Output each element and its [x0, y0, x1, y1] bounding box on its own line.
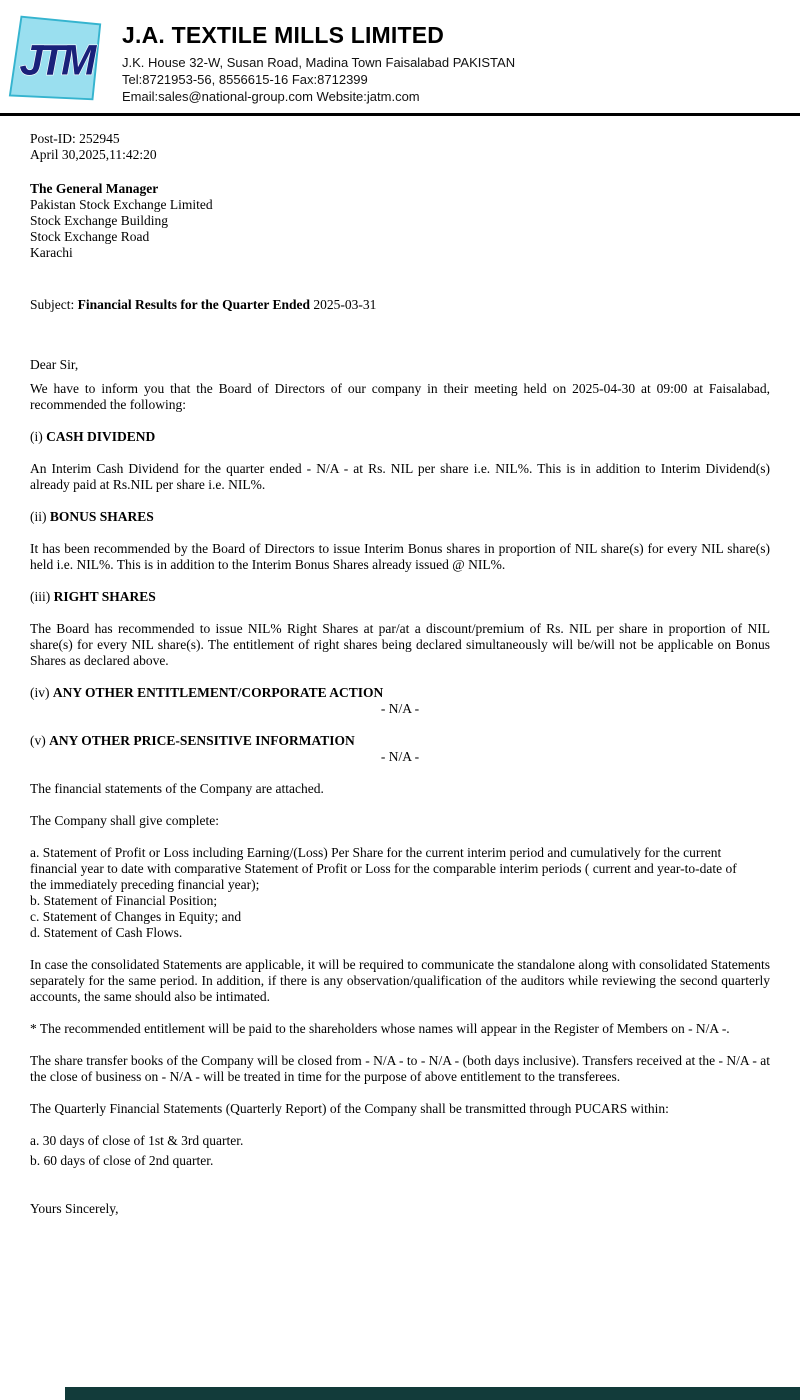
- section-number: (i): [30, 429, 43, 444]
- recipient-line: Stock Exchange Road: [30, 229, 150, 244]
- statements-list-item-a: a. Statement of Profit or Loss including Earning/(Loss) Per Share for the current interim period and cumulatively for the current financial year to date with comparative Statement of Profit or Loss for the comparable interim periods ( current and year-to-date of the immediately preceding financial year);: [30, 845, 769, 892]
- company-address: J.K. House 32-W, Susan Road, Madina Town Faisalabad PAKISTAN: [122, 55, 516, 70]
- footer-bar: [65, 1387, 800, 1400]
- section-number: (ii): [30, 509, 47, 524]
- letter-body: [0, 116, 800, 1217]
- company-logo-icon: [8, 12, 104, 104]
- section-title: CASH DIVIDEND: [46, 429, 156, 444]
- section-right-shares-heading: [30, 589, 770, 605]
- statements-list: [30, 845, 770, 941]
- statements-list-item-b: b. Statement of Financial Position;: [30, 893, 218, 908]
- section-number: (iv): [30, 685, 50, 700]
- section-number: (iii): [30, 589, 51, 604]
- letter-datetime: April 30,2025,11:42:20: [30, 147, 157, 162]
- letterhead: [0, 0, 800, 113]
- section-bonus-shares-heading: [30, 509, 770, 525]
- company-name: J.A. TEXTILE MILLS LIMITED: [122, 22, 445, 48]
- statements-list-item-c: c. Statement of Changes in Equity; and: [30, 909, 242, 924]
- section-right-shares-body: The Board has recommended to issue NIL% Right Shares at par/at a discount/premium of Rs. NIL per share in proportion of NIL share(s) for every NIL share(s). The entitlement of right shares being declared simultaneously will be/will not be applicable on Bonus Shares as declared above.: [30, 621, 770, 668]
- logo-letters: JTM: [19, 36, 93, 84]
- pucars-list: [30, 1133, 770, 1169]
- register-note-paragraph: * The recommended entitlement will be paid to the shareholders whose names will appear in the Register of Members on - N/A -.: [30, 1021, 730, 1036]
- pucars-list-item-a: a. 30 days of close of 1st & 3rd quarter.: [30, 1133, 244, 1148]
- pucars-paragraph: The Quarterly Financial Statements (Quarterly Report) of the Company shall be transmitted through PUCARS within:: [30, 1101, 669, 1116]
- section-other-entitlement-heading: [30, 685, 770, 701]
- company-email-website: Email:sales@national-group.com Website:jatm.com: [122, 89, 420, 104]
- give-complete-paragraph: The Company shall give complete:: [30, 813, 219, 828]
- recipient-title: The General Manager: [30, 181, 159, 196]
- section-title: ANY OTHER PRICE-SENSITIVE INFORMATION: [49, 733, 355, 748]
- consolidated-paragraph: In case the consolidated Statements are applicable, it will be required to communicate the standalone along with consolidated Statements separately for the same period. In addition, if there is any observation/qualification of the auditors while reviewing the second quarterly accounts, the same should also be intimated.: [30, 957, 770, 1004]
- subject-label: Subject:: [30, 297, 75, 312]
- section-cash-dividend-heading: [30, 429, 770, 445]
- letterhead-text: [122, 12, 515, 105]
- meta-block: [30, 131, 770, 163]
- statements-list-item-d: d. Statement of Cash Flows.: [30, 925, 183, 940]
- company-phone-fax: Tel:8721953-56, 8556615-16 Fax:8712399: [122, 72, 368, 87]
- section-price-sensitive-heading: [30, 733, 770, 749]
- recipient-block: [30, 181, 770, 261]
- jtm-logo-icon: [8, 12, 104, 104]
- section-title: ANY OTHER ENTITLEMENT/CORPORATE ACTION: [52, 685, 384, 700]
- section-title: BONUS SHARES: [49, 509, 154, 524]
- statements-attached-paragraph: The financial statements of the Company are attached.: [30, 781, 324, 796]
- subject-text: Financial Results for the Quarter Ended: [77, 297, 311, 312]
- section-cash-dividend-body: An Interim Cash Dividend for the quarter ended - N/A - at Rs. NIL per share i.e. NIL%. This is in addition to Interim Dividend(s) already paid at Rs.NIL per share i.e. NIL%.: [30, 461, 770, 492]
- section-number: (v): [30, 733, 46, 748]
- signoff: Yours Sincerely,: [30, 1201, 119, 1216]
- subject-date: 2025-03-31: [313, 297, 377, 312]
- recipient-line: Stock Exchange Building: [30, 213, 168, 228]
- salutation: Dear Sir,: [30, 357, 79, 372]
- transfer-books-paragraph: The share transfer books of the Company will be closed from - N/A - to - N/A - (both days inclusive). Transfers received at the - N/A - at the close of business on - N/A - will be treated in time for the purpose of above entitlement to the transferees.: [30, 1053, 770, 1084]
- subject-line: [30, 297, 770, 313]
- recipient-line: Karachi: [30, 245, 73, 260]
- post-id: Post-ID: 252945: [30, 131, 120, 146]
- section-other-entitlement-body: - N/A -: [380, 701, 420, 716]
- pucars-list-item-b: b. 60 days of close of 2nd quarter.: [30, 1153, 214, 1168]
- section-bonus-shares-body: It has been recommended by the Board of Directors to issue Interim Bonus shares in proportion of NIL share(s) for every NIL share(s) held i.e. NIL%. This is in addition to the Interim Bonus Shares already issued @ NIL%.: [30, 541, 770, 572]
- section-title: RIGHT SHARES: [53, 589, 156, 604]
- section-price-sensitive-body: - N/A -: [380, 749, 420, 764]
- recipient-line: Pakistan Stock Exchange Limited: [30, 197, 213, 212]
- intro-paragraph: We have to inform you that the Board of Directors of our company in their meeting held on 2025-04-30 at 09:00 at Faisalabad, recommended the following:: [30, 381, 770, 412]
